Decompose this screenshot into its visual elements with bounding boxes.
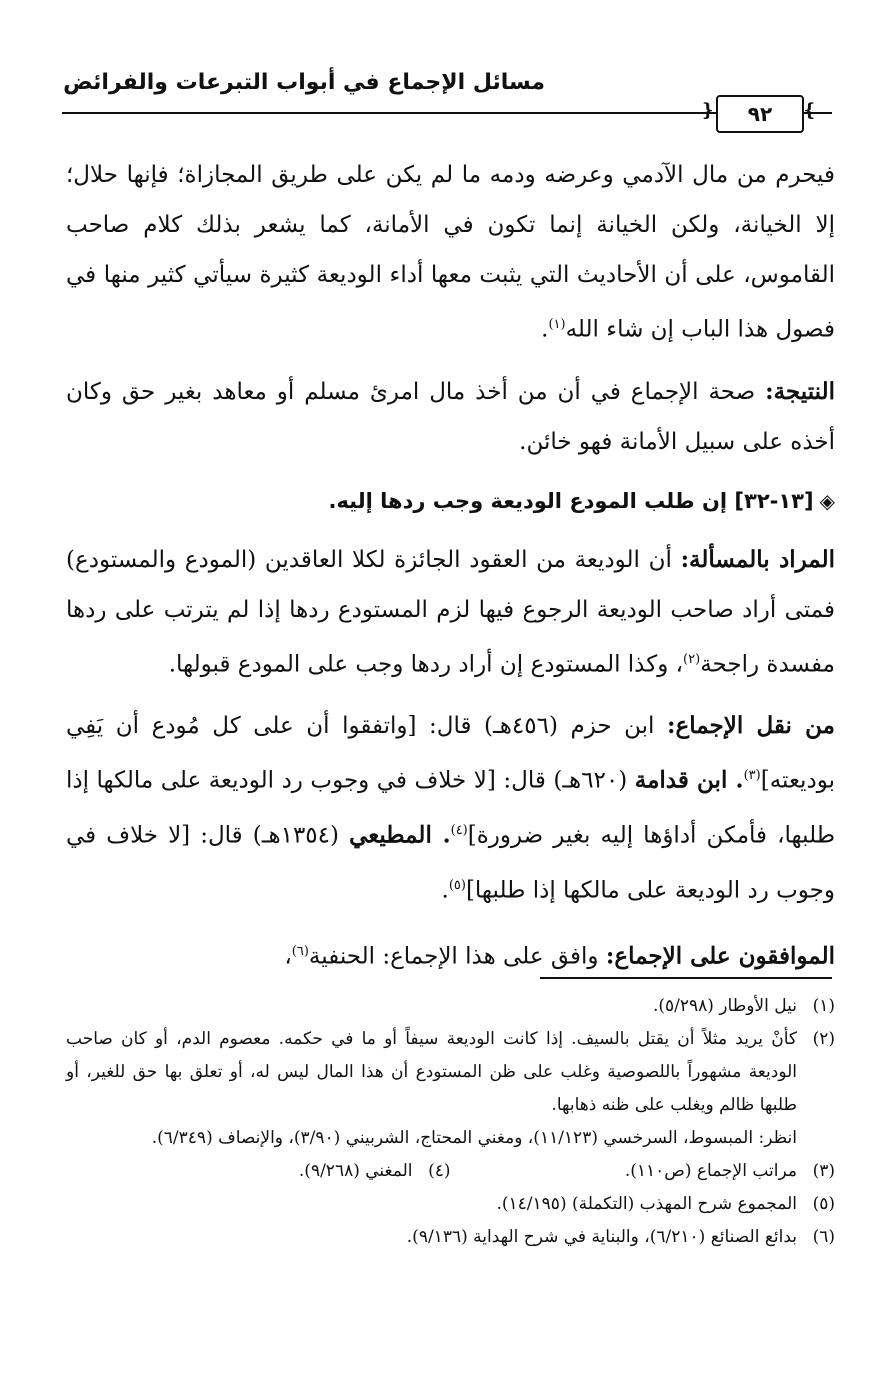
issue-heading bbox=[66, 479, 835, 523]
footnote-text: المجموع شرح المهذب (التكملة) (١٤/١٩٥). bbox=[496, 1194, 797, 1214]
footnote bbox=[451, 1155, 836, 1188]
footnote-row bbox=[66, 1155, 835, 1188]
footnote-text: انظر: المبسوط، السرخسي (١١/١٢٣)، ومغني المحتاج، الشربيني (٣/٩٠)، والإنصاف (٦/٣٤٩). bbox=[151, 1128, 797, 1148]
footnote bbox=[66, 1221, 835, 1254]
footnote-number: (٦) bbox=[812, 1227, 835, 1247]
footnote-text: بدائع الصنائع (٦/٢١٠)، والبناية في شرح الهداية (٩/١٣٦). bbox=[406, 1227, 797, 1247]
transmitters-label: من نقل الإجماع: bbox=[666, 712, 835, 740]
footnote-text: مراتب الإجماع (ص١١٠). bbox=[624, 1161, 797, 1181]
footnote-number: (١) bbox=[812, 996, 835, 1016]
meaning-text: أن الوديعة من العقود الجائزة لكلا العاقدين (المودع والمستودع) فمتى أراد صاحب الوديعة الرجوع فيها لزم المستودع ردها إذا لم يترتب على ردها مفسدة راجحة bbox=[66, 546, 835, 678]
diamond-icon: ◈ bbox=[819, 488, 835, 513]
agreement-paragraph bbox=[66, 927, 835, 982]
footnote-ref[interactable]: (٢) bbox=[683, 651, 701, 667]
transmitters-text: (٦٢٠هـ) قال: [لا خلاف في وجوب رد الوديعة على مالكها إذا طلبها، فأمكن أداؤها إليه بغير ضرورة] bbox=[66, 767, 835, 849]
meaning-label: المراد بالمسألة: bbox=[680, 545, 836, 573]
issue-heading-text: [١٣-٣٢] إن طلب المودع الوديعة وجب ردها إليه. bbox=[328, 488, 814, 513]
footnote bbox=[66, 1023, 835, 1122]
transmitters-paragraph bbox=[66, 701, 835, 915]
agreement-text: وافق على هذا الإجماع: الحنفية bbox=[308, 943, 606, 970]
bracket-ornament-icon: ❴ bbox=[700, 100, 716, 121]
footnote-text: المغني (٩/٢٦٨). bbox=[298, 1161, 413, 1181]
scholar-name: . ابن قدامة bbox=[634, 766, 744, 794]
result-text: صحة الإجماع في أن من أخذ مال امرئ مسلم أو معاهد بغير حق وكان أخذه على سبيل الأمانة فهو خائن. bbox=[66, 378, 835, 455]
footnote bbox=[66, 1155, 451, 1188]
footnote-ref[interactable]: (١) bbox=[548, 317, 566, 332]
footnote-number: (٢) bbox=[812, 1029, 835, 1049]
meaning-paragraph bbox=[66, 535, 835, 690]
paragraph-end: ، bbox=[284, 943, 292, 970]
paragraph-end: . bbox=[441, 877, 449, 904]
footnote-rule bbox=[540, 977, 832, 979]
paragraph bbox=[66, 150, 835, 355]
footnote-number: (٣) bbox=[812, 1161, 835, 1181]
footnote-text: نيل الأوطار (٥/٢٩٨). bbox=[652, 996, 797, 1016]
result-paragraph bbox=[66, 367, 835, 467]
result-label: النتيجة: bbox=[765, 377, 835, 405]
footnotes bbox=[66, 990, 835, 1254]
footnote-text: كأنْ يريد مثلاً أن يقتل بالسيف. إذا كانت الوديعة سيفاً أو ما في حكمه. معصوم الدم، أو كان صاحب الوديعة مشهوراً باللصوصية وغلب على ظن المستودع أن هذا المال ليس له، أو تعلق بها حق للغير، أو طلبها ظالم ويغلب على ظنه ذهابها. bbox=[66, 1029, 797, 1115]
paragraph-end: . bbox=[541, 316, 549, 343]
footnote-number: (٥) bbox=[812, 1194, 835, 1214]
agreement-label: الموافقون على الإجماع: bbox=[605, 942, 835, 970]
footnote-ref[interactable]: (٣) bbox=[743, 768, 761, 784]
transmitters-text: ابن حزم (٤٥٦هـ) قال: [واتفقوا أن على كل مُودع أن يَفِي بوديعته] bbox=[66, 713, 835, 794]
page-number: ٩٢ bbox=[716, 95, 804, 133]
main-text bbox=[66, 150, 835, 994]
footnote bbox=[66, 1188, 835, 1221]
footnote-ref[interactable]: (٥) bbox=[448, 877, 466, 893]
transmitters-text: (١٣٥٤هـ) قال: [لا خلاف في وجوب رد الوديعة على مالكها إذا طلبها] bbox=[66, 822, 835, 904]
running-title: مسائل الإجماع في أبواب التبرعات والفرائض bbox=[63, 70, 545, 95]
bracket-ornament-icon: ❵ bbox=[802, 100, 818, 121]
footnote-ref[interactable]: (٤) bbox=[450, 822, 468, 838]
footnote-number: (٤) bbox=[428, 1161, 451, 1181]
footnote bbox=[66, 1122, 835, 1155]
footnote bbox=[66, 990, 835, 1023]
scholar-name: . المطيعي bbox=[349, 821, 451, 849]
meaning-text-cont: ، وكذا المستودع إن أراد ردها وجب على المودع قبولها. bbox=[168, 651, 684, 678]
paragraph-text: فيحرم من مال الآدمي وعرضه ودمه ما لم يكن على طريق المجازاة؛ فإنها حلال؛ إلا الخيانة، ولكن الخيانة إنما تكون في الأمانة، كما يشعر بذلك كلام صاحب القاموس، على أن الأحاديث التي يثبت معها أداء الوديعة كثيرة سيأتي كثير منها في فصول هذا الباب إن شاء الله bbox=[66, 162, 835, 343]
footnote-ref[interactable]: (٦) bbox=[291, 944, 309, 960]
